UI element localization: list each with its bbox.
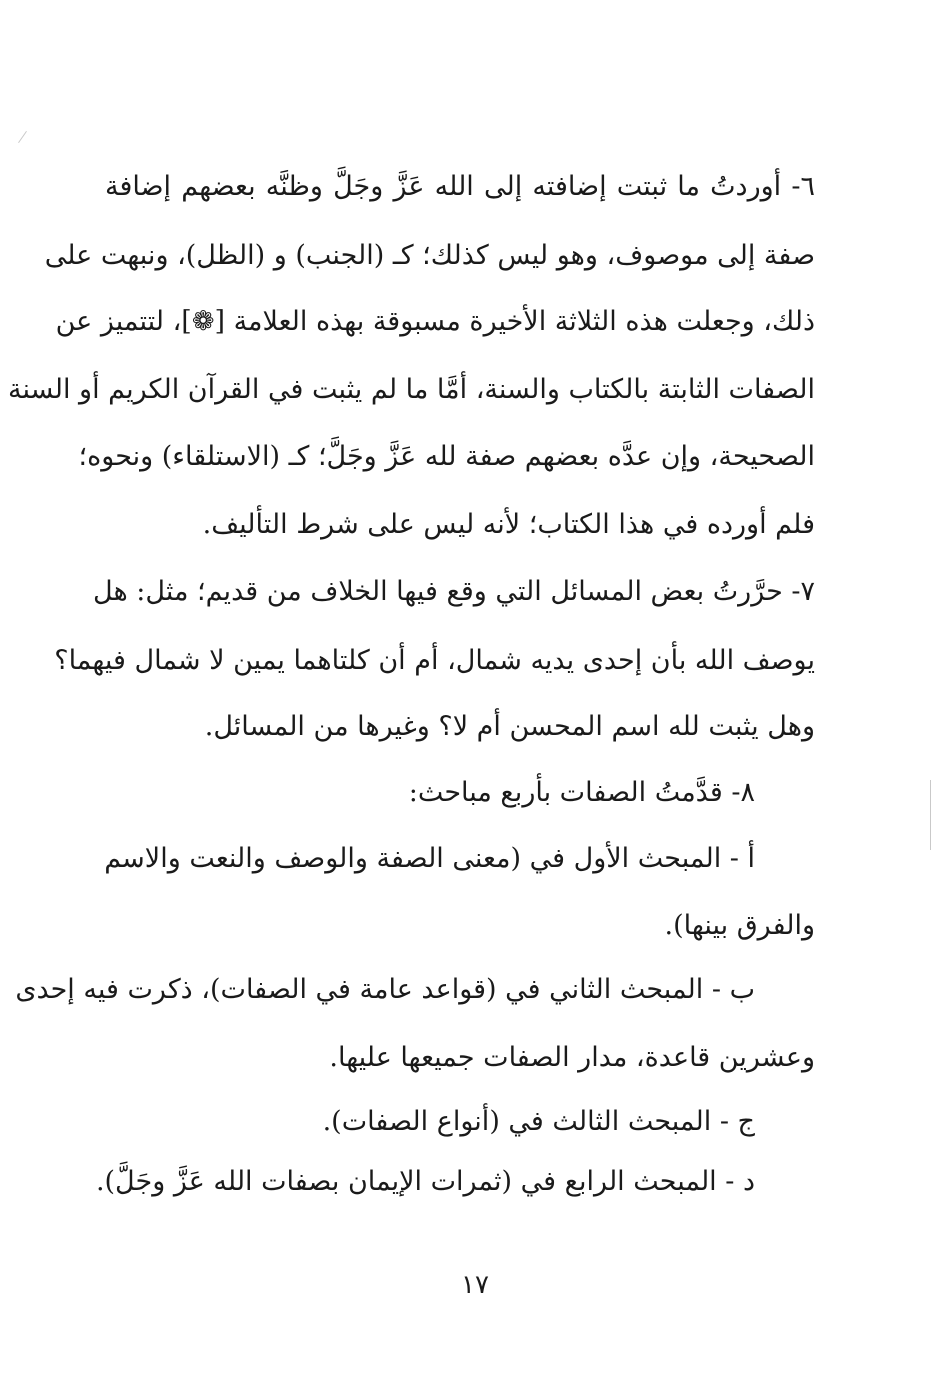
paragraph-7-line-3: وهل يثبت لله اسم المحسن أم لا؟ وغيرها من المسائل. [204, 711, 815, 742]
item-a-line-1: أ - المبحث الأول في (معنى الصفة والوصف والنعت والاسم [104, 843, 755, 874]
paragraph-7-line-2: يوصف الله بأن إحدى يديه شمال، أم أن كلتاهما يمين لا شمال فيهما؟ [54, 645, 815, 676]
page-number: ١٧ [461, 1270, 489, 1300]
paragraph-7-line-1: ٧- حرَّرتُ بعض المسائل التي وقع فيها الخلاف من قديم؛ مثل: هل [93, 576, 815, 607]
paragraph-6-line-6: فلم أورده في هذا الكتاب؛ لأنه ليس على شرط التأليف. [202, 509, 815, 540]
paragraph-6-line-5: الصحيحة، وإن عدَّه بعضهم صفة لله عَزَّ وجَلَّ؛ كـ (الاستلقاء) ونحوه؛ [78, 441, 815, 472]
paragraph-6-line-1: ٦- أوردتُ ما ثبتت إضافته إلى الله عَزَّ وجَلَّ وظنَّه بعضهم إضافة [105, 171, 815, 202]
item-a-line-2: والفرق بينها). [664, 910, 815, 941]
paragraph-6-line-3: ذلك، وجعلت هذه الثلاثة الأخيرة مسبوقة بهذه العلامة [❁]، لتتميز عن [55, 306, 815, 337]
item-b-line-2: وعشرين قاعدة، مدار الصفات جميعها عليها. [329, 1042, 815, 1073]
item-b-line-1: ب - المبحث الثاني في (قواعد عامة في الصفات)، ذكرت فيه إحدى [15, 974, 755, 1005]
item-d: د - المبحث الرابع في (ثمرات الإيمان بصفات الله عَزَّ وجَلَّ). [95, 1166, 755, 1197]
paragraph-8-intro: ٨- قدَّمتُ الصفات بأربع مباحث: [408, 777, 755, 808]
scan-artifact-mark [930, 780, 931, 850]
scan-artifact-mark [18, 131, 27, 143]
paragraph-6-line-2: صفة إلى موصوف، وهو ليس كذلك؛ كـ (الجنب) و (الظل)، ونبهت على [44, 240, 815, 271]
paragraph-6-line-4: الصفات الثابتة بالكتاب والسنة، أمَّا ما لم يثبت في القرآن الكريم أو السنة [8, 374, 815, 405]
item-c: ج - المبحث الثالث في (أنواع الصفات). [322, 1106, 755, 1137]
